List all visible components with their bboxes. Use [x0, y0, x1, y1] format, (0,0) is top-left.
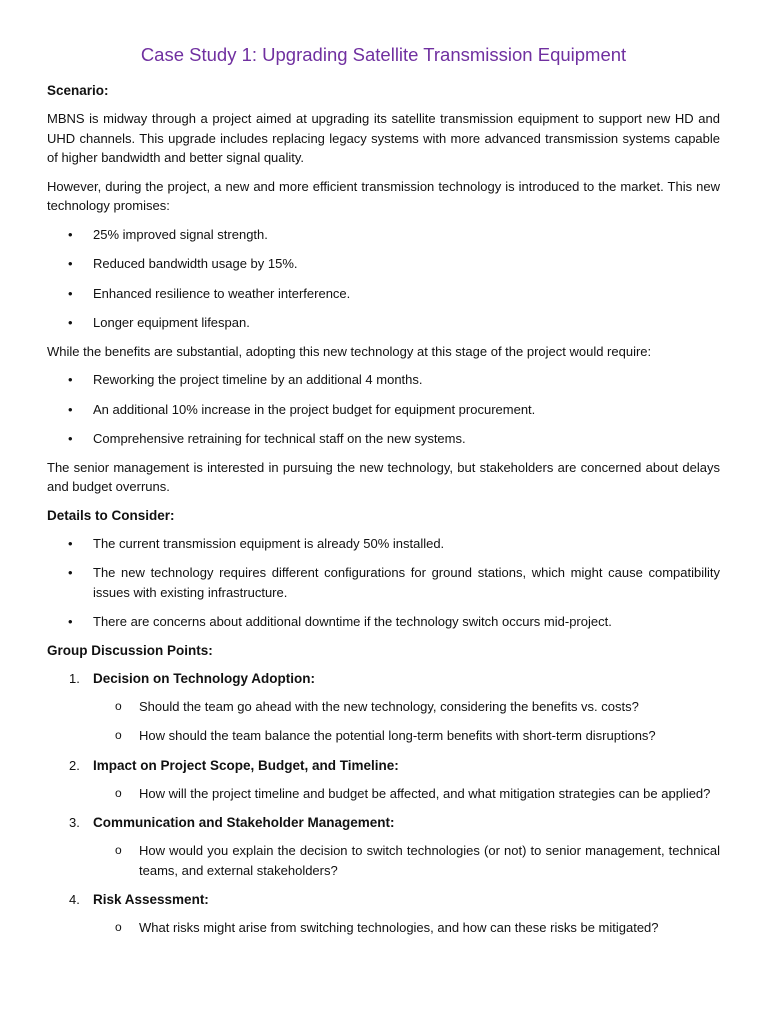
circle-bullet-icon: o [115, 698, 122, 713]
question-item: o Should the team go ahead with the new technology, considering the benefits vs. costs? [93, 697, 720, 717]
bullet-icon: • [68, 535, 73, 551]
point-number: 2. [69, 757, 80, 773]
circle-bullet-icon: o [115, 843, 122, 857]
list-item: • Comprehensive retraining for technical staff on the new systems. [47, 429, 720, 449]
list-item: • Reworking the project timeline by an additional 4 months. [47, 370, 720, 390]
bullet-icon: • [68, 315, 73, 330]
circle-bullet-icon: o [115, 728, 122, 742]
point-title: Risk Assessment: [93, 892, 209, 907]
point-title: Decision on Technology Adoption: [93, 670, 315, 686]
details-heading: Details to Consider: [47, 507, 175, 523]
bullet-icon: • [68, 431, 73, 446]
circle-bullet-icon: o [115, 785, 122, 800]
scenario-paragraph-4: The senior management is interested in pursuing the new technology, but stakeholders are concerned about delays and budget overruns. [47, 459, 720, 494]
details-list [47, 534, 720, 632]
list-item: • The current transmission equipment is already 50% installed. [47, 534, 720, 554]
list-item: • Longer equipment lifespan. [47, 313, 720, 333]
question-list [93, 841, 720, 880]
question-item: o What risks might arise from switching technologies, and how can these risks be mitigated? [93, 918, 720, 938]
point-number: 4. [69, 892, 80, 907]
discussion-heading: Group Discussion Points: [47, 642, 213, 658]
bullet-icon: • [68, 285, 73, 301]
bullet-icon: • [68, 372, 73, 387]
question-list [93, 697, 720, 746]
point-number: 1. [69, 670, 80, 686]
bullet-icon: • [68, 614, 73, 629]
list-item: • An additional 10% increase in the project budget for equipment procurement. [47, 400, 720, 420]
scenario-paragraph-3: While the benefits are substantial, adopting this new technology at this stage of the project would require: [47, 343, 652, 359]
list-item: • Enhanced resilience to weather interference. [47, 284, 720, 304]
discussion-point [47, 756, 720, 804]
discussion-points-list [47, 669, 720, 938]
point-title: Communication and Stakeholder Management: [93, 815, 395, 830]
scenario-paragraph-1: MBNS is midway through a project aimed at upgrading its satellite transmission equipment to support new HD and UHD channels. This upgrade includes replacing legacy systems with more advanced transmission systems capable of higher bandwidth and better signal quality. [47, 111, 720, 165]
list-item: • There are concerns about additional downtime if the technology switch occurs mid-project. [47, 612, 720, 632]
discussion-point [47, 813, 720, 880]
question-item: o How should the team balance the potential long-term benefits with short-term disruptions? [93, 726, 720, 746]
question-item: o How would you explain the decision to switch technologies (or not) to senior management, technical teams, and external stakeholders? [115, 843, 720, 878]
list-item: • The new technology requires different configurations for ground stations, which might cause compatibility issues with existing infrastructure. [68, 565, 720, 600]
question-item: o How will the project timeline and budget be affected, and what mitigation strategies can be applied? [93, 784, 720, 804]
list-item: • 25% improved signal strength. [47, 225, 720, 245]
discussion-point [47, 669, 720, 746]
point-title: Impact on Project Scope, Budget, and Timeline: [93, 757, 399, 773]
circle-bullet-icon: o [115, 920, 122, 934]
bullet-icon: • [68, 256, 73, 271]
requirements-list [47, 370, 720, 449]
scenario-heading: Scenario: [47, 83, 109, 98]
page-title: Case Study 1: Upgrading Satellite Transmission Equipment [140, 44, 627, 65]
scenario-paragraph-2: However, during the project, a new and more efficient transmission technology is introduced to the market. This new technology promises: [47, 178, 720, 213]
bullet-icon: • [68, 565, 73, 580]
bullet-icon: • [68, 401, 73, 417]
benefits-list [47, 225, 720, 333]
question-list [93, 918, 720, 938]
question-list [93, 784, 720, 804]
bullet-icon: • [68, 226, 73, 242]
discussion-point [47, 890, 720, 938]
list-item: • Reduced bandwidth usage by 15%. [47, 254, 720, 274]
point-number: 3. [69, 815, 80, 830]
